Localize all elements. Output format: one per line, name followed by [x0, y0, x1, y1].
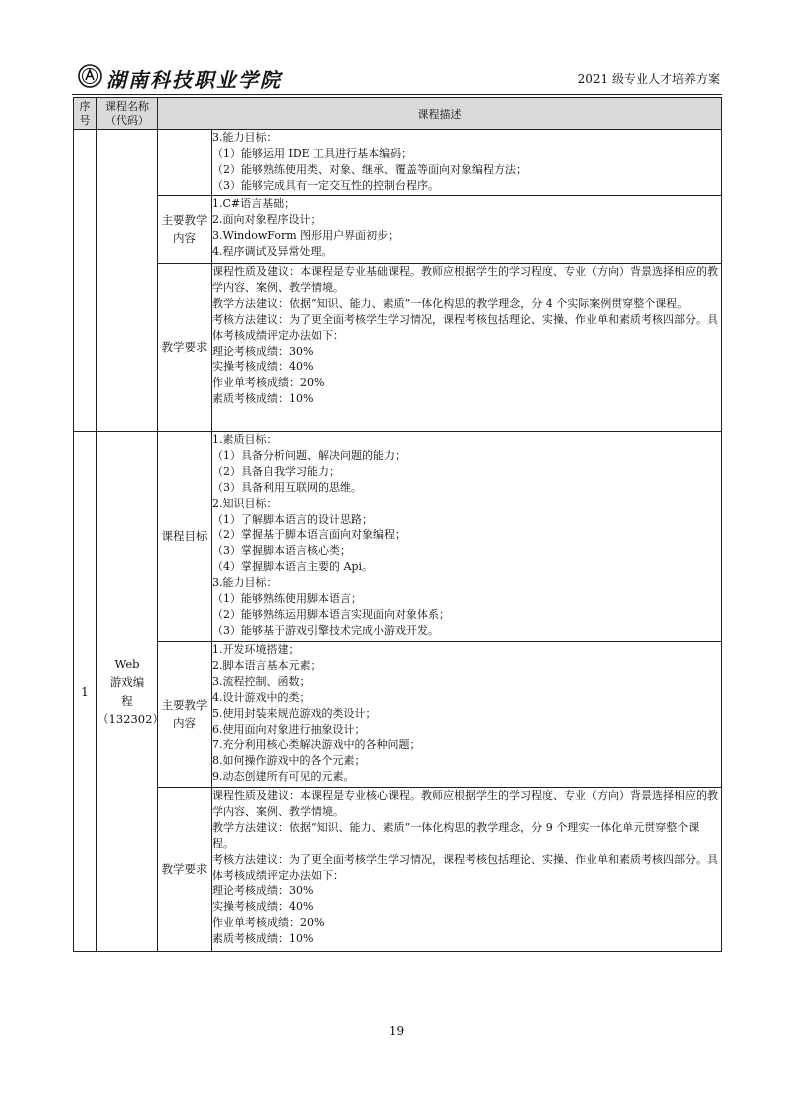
- text-line: 8.如何操作游戏中的各个元素；: [212, 754, 366, 768]
- prev-ability-cell: [212, 130, 722, 196]
- requirements-cell: [212, 788, 722, 952]
- text-line: 素质考核成绩：10%: [212, 392, 314, 406]
- text-line: 1.C#语言基础；: [212, 197, 296, 210]
- text-line: 1.素质目标：: [212, 433, 278, 446]
- page-header: [72, 60, 722, 95]
- text-line: （1）能够熟练使用脚本语言；: [212, 592, 362, 606]
- table-row: [74, 264, 722, 432]
- text-paragraph: 考核方法建议：为了更全面考核学生学习情况，课程考核包括理论、实操、作业单和素质考核四部分。具体考核成绩评定办法如下：: [212, 312, 718, 342]
- col-number-header: 序号: [74, 98, 97, 130]
- content-cell: [212, 642, 722, 788]
- text-line: （3）能够完成具有一定交互性的控制台程序。: [212, 178, 439, 192]
- text-line: 9.动态创建所有可见的元素。: [212, 770, 355, 784]
- course-table: [73, 97, 722, 952]
- school-name: 湖南科技职业学院: [106, 68, 282, 92]
- course-code: （132302）: [97, 711, 164, 726]
- prev-name-cell: [97, 130, 158, 432]
- content-label: 主要教学内容: [158, 642, 212, 788]
- text-line: 6.使用面向对象进行抽象设计；: [212, 722, 366, 736]
- col-desc-header: 课程描述: [158, 98, 722, 130]
- text-paragraph: 课程性质及建议：本课程是专业核心课程。教师应根据学生的学习程度、专业（方向）背景选择相应的教学内容、案例、教学情境。: [212, 789, 718, 818]
- table-row: [74, 432, 722, 642]
- text-line: 4.程序调试及异常处理。: [212, 244, 333, 258]
- text-line: 3.WindowForm 图形用户界面初步；: [212, 228, 400, 242]
- text-line: （2）能够熟练使用类、对象、继承、覆盖等面向对象编程方法；: [212, 162, 527, 176]
- table-row: [74, 788, 722, 952]
- course-name: Web 游戏编程: [109, 656, 145, 708]
- goal-label: 课程目标: [158, 432, 212, 642]
- prev-number-cell: [74, 130, 97, 432]
- text-line: 7.充分利用核心类解决游戏中的各种问题；: [212, 738, 421, 752]
- requirements-label: 教学要求: [158, 788, 212, 952]
- text-line: 实操考核成绩：40%: [212, 900, 314, 914]
- content-label: 主要教学内容: [158, 196, 212, 264]
- table-row: [74, 642, 722, 788]
- document-title: 2021 级专业人才培养方案: [577, 72, 720, 86]
- goal-cell: [212, 432, 722, 642]
- text-line: （4）掌握脚本语言主要的 Api。: [212, 560, 373, 574]
- text-line: 3.能力目标：: [212, 576, 278, 590]
- table-header-row: [74, 98, 722, 130]
- table-row: [74, 130, 722, 196]
- text-paragraph: 教学方法建议：依据“知识、能力、素质”一体化构思的教学理念，分 4 个实际案例贯穿整个课程。: [212, 296, 689, 310]
- text-line: （2）具备自我学习能力；: [212, 464, 340, 478]
- text-line: （1）能够运用 IDE 工具进行基本编码；: [212, 146, 413, 160]
- text-paragraph: 教学方法建议：依据“知识、能力、素质”一体化构思的教学理念，分 9 个理实一体化单元贯穿整个课程。: [212, 820, 700, 850]
- course-number: 1: [74, 432, 97, 952]
- requirements-label: 教学要求: [158, 264, 212, 432]
- text-line: 3.能力目标：: [212, 131, 278, 144]
- text-line: 2.知识目标：: [212, 496, 278, 510]
- col-name-header: 课程名称（代码）: [97, 98, 158, 130]
- text-line: （3）掌握脚本语言核心类；: [212, 544, 351, 558]
- text-line: （3）能够基于游戏引擎技术完成小游戏开发。: [212, 623, 439, 637]
- text-line: 5.使用封装来规范游戏的类设计；: [212, 706, 377, 720]
- text-line: 1.开发环境搭建；: [212, 643, 300, 656]
- text-line: 理论考核成绩：30%: [212, 884, 314, 898]
- text-line: （1）具备分析问题、解决问题的能力；: [212, 448, 406, 462]
- text-line: 2.脚本语言基本元素；: [212, 658, 322, 672]
- text-line: （2）能够熟练运用脚本语言实现面向对象体系；: [212, 607, 450, 621]
- prev-requirements-cell: [212, 264, 722, 432]
- text-paragraph: 考核方法建议：为了更全面考核学生学习情况，课程考核包括理论、实操、作业单和素质考核四部分。具体考核成绩评定办法如下：: [212, 852, 718, 882]
- text-line: 3.流程控制、函数；: [212, 674, 311, 688]
- text-line: （2）掌握基于脚本语言面向对象编程；: [212, 528, 406, 542]
- text-line: （3）具备利用互联网的思维。: [212, 480, 362, 494]
- text-line: 理论考核成绩：30%: [212, 344, 314, 358]
- prev-goal-label-cell: [158, 130, 212, 196]
- school-logo-icon: [78, 64, 102, 88]
- page-number: 19: [388, 1024, 405, 1038]
- text-line: 实操考核成绩：40%: [212, 360, 314, 374]
- text-line: 4.设计游戏中的类；: [212, 690, 311, 704]
- text-line: 素质考核成绩：10%: [212, 932, 314, 946]
- course-name-cell: [97, 432, 164, 952]
- text-line: （1）了解脚本语言的设计思路；: [212, 512, 373, 526]
- text-paragraph: 课程性质及建议：本课程是专业基础课程。教师应根据学生的学习程度、专业（方向）背景选择相应的教学内容、案例、教学情境。: [212, 265, 718, 294]
- text-line: 2.面向对象程序设计；: [212, 212, 322, 226]
- prev-content-cell: [212, 196, 722, 264]
- table-row: [74, 196, 722, 264]
- text-line: 作业单考核成绩：20%: [212, 376, 325, 390]
- text-line: 作业单考核成绩：20%: [212, 916, 325, 930]
